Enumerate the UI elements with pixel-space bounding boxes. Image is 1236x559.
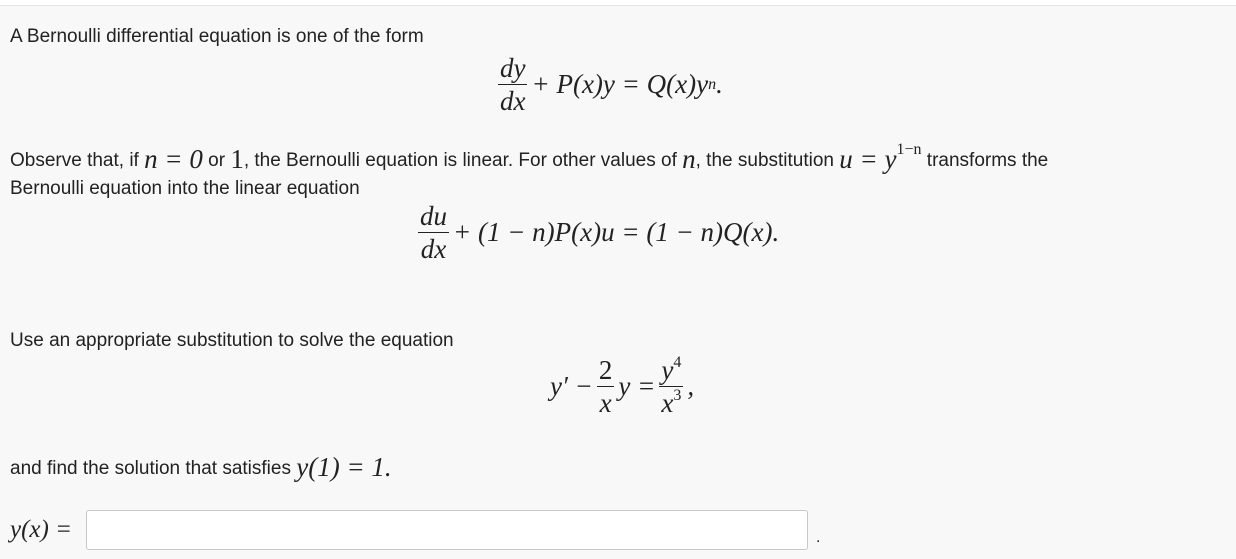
observe-math-one: 1 — [230, 144, 244, 174]
answer-row — [10, 510, 820, 550]
denominator-base: x — [661, 388, 674, 419]
initial-condition: y(1) = 1. — [296, 452, 392, 482]
numerator-base: y — [661, 355, 674, 385]
given-equation — [550, 356, 694, 418]
observe-math-n: n — [682, 144, 696, 174]
equation-end: , — [687, 371, 695, 402]
fraction-denominator: x — [599, 388, 612, 419]
answer-label: y(x) = — [10, 516, 72, 543]
fraction-denominator — [659, 389, 683, 417]
equation-rhs: + (1 − n)P(x)u = (1 − n)Q(x). — [453, 217, 780, 248]
use-text: Use an appropriate substitution to solve the equation — [10, 330, 454, 351]
observe-math-substitution: u = y — [839, 144, 897, 174]
answer-input[interactable] — [86, 510, 808, 550]
bernoulli-equation: $\frac{dy}{dx}$ + P(x)y = Q(x)y n . — [500, 53, 723, 117]
observe-text-3: , the Bernoulli equation is linear. For other values of — [243, 150, 683, 171]
equation-mid: y = — [618, 371, 656, 402]
observe-text-1: Observe that, if — [10, 150, 145, 171]
dy-dx-fraction — [498, 54, 527, 116]
fraction-bar — [597, 386, 615, 387]
observe-line2: Bernoulli equation into the linear equation — [10, 178, 360, 199]
numerator-exponent: 4 — [673, 354, 682, 371]
y4-over-x3-fraction — [659, 356, 683, 418]
equation-end: . — [716, 69, 723, 100]
intro-text: A Bernoulli differential equation is one of the form — [10, 26, 424, 47]
fraction-denominator: dx — [500, 86, 526, 117]
denominator-exponent: 3 — [673, 387, 682, 405]
equation-lhs: y′ − — [550, 371, 593, 402]
question-panel — [0, 5, 1236, 559]
fraction-numerator: du — [420, 201, 447, 231]
fraction-numerator — [659, 356, 683, 384]
equation-rhs: + P(x)y = Q(x)y — [531, 69, 709, 100]
du-dx-fraction — [418, 202, 449, 264]
fraction-bar — [498, 84, 527, 85]
find-line — [10, 452, 392, 483]
fraction-denominator: dx — [420, 234, 447, 265]
fraction-numerator: 2 — [598, 355, 613, 385]
observe-line1 — [10, 141, 1049, 175]
linear-equation — [414, 202, 779, 264]
observe-math-n-zero: n = 0 — [144, 144, 203, 174]
fraction-numerator: dy — [500, 53, 526, 83]
observe-text-2: or — [202, 150, 231, 171]
find-text: and find the solution that satisfies — [10, 458, 297, 479]
two-over-x-fraction — [597, 356, 615, 418]
fraction-bar — [418, 232, 449, 233]
observe-text-4: , the substitution — [695, 150, 840, 171]
observe-text-5: transforms the — [921, 150, 1049, 171]
answer-trailing-period: . — [815, 529, 821, 546]
observe-math-exponent: 1−n — [896, 141, 922, 158]
